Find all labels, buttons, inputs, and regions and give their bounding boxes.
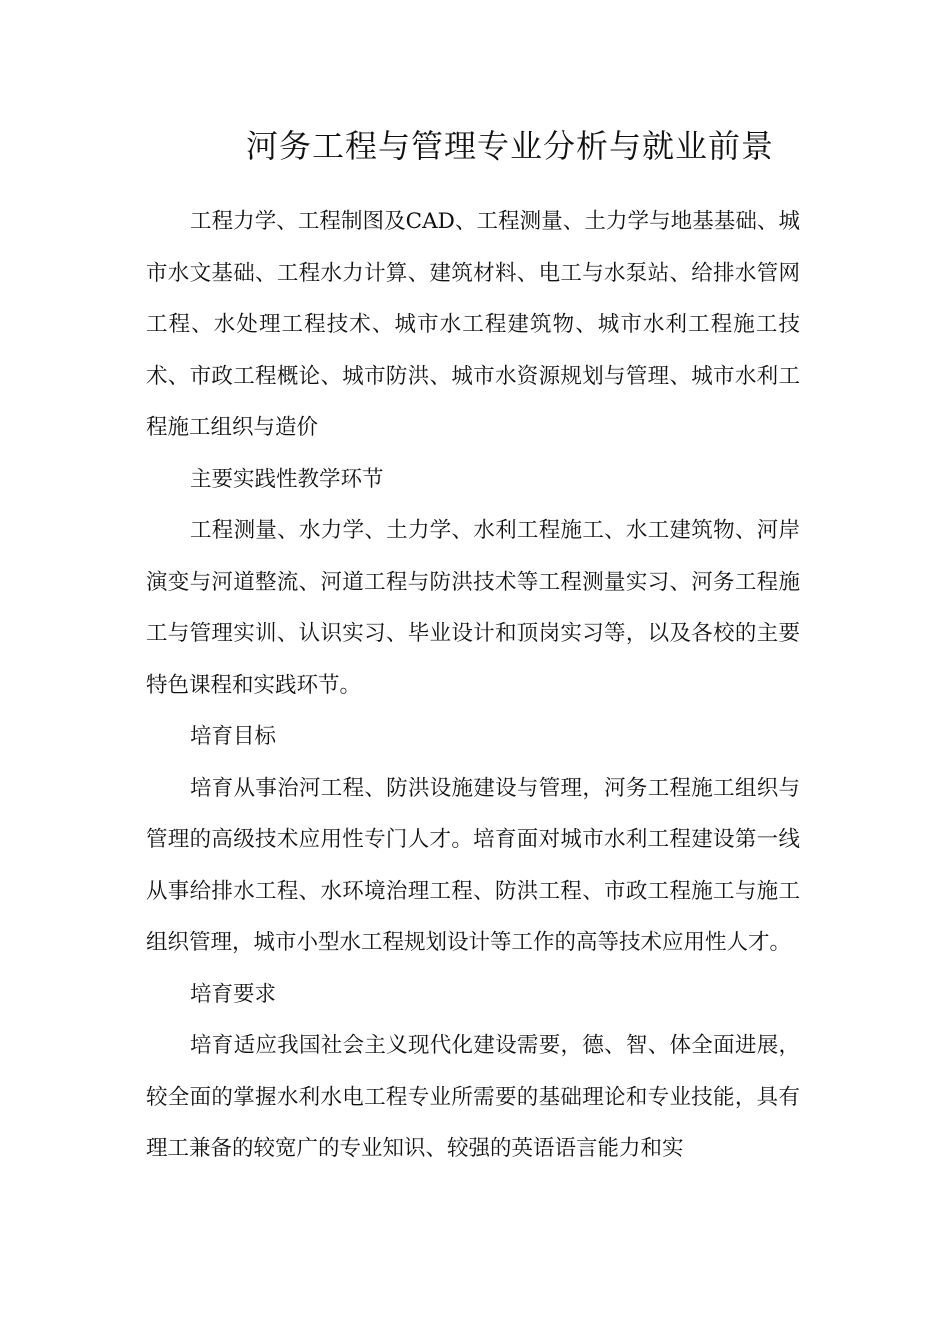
document-title: 河务工程与管理专业分析与就业前景: [245, 127, 774, 165]
paragraph-course-list: 工程力学、工程制图及CAD、工程测量、土力学与地基基础、城市水文基础、工程水力计算、建筑材料、电工与水泵站、给排水管网工程、水处理工程技术、城市水工程建筑物、城市水利工程施工技术、市政工程概论、城市防洪、城市水资源规划与管理、城市水利工程施工组织与造价: [146, 209, 800, 440]
heading-training-goal: 培育目标: [190, 724, 277, 749]
heading-practice-section: 主要实践性教学环节: [190, 466, 384, 492]
paragraph-training-requirements: 培育适应我国社会主义现代化建设需要，德、智、体全面进展，较全面的掌握水利水电工程专业所需要的基础理论和专业技能，具有理工兼备的较宽广的专业知识、较强的英语语言能力和实: [146, 1033, 800, 1161]
heading-training-requirements: 培育要求: [190, 981, 277, 1007]
paragraph-training-goal: 培育从事治河工程、防洪设施建设与管理，河务工程施工组织与管理的高级技术应用性专门人才。培育面对城市水利工程建设第一线从事给排水工程、水环境治理工程、防洪工程、市政工程施工与施工组织管理，城市小型水工程规划设计等工作的高等技术应用性人才。: [146, 775, 800, 955]
paragraph-practice-content: 工程测量、水力学、土力学、水利工程施工、水工建筑物、河岸演变与河道整流、河道工程与防洪技术等工程测量实习、河务工程施工与管理实训、认识实习、毕业设计和顶岗实习等，以及各校的主要特色课程和实践环节。: [146, 518, 800, 698]
document-body: [146, 196, 800, 1175]
